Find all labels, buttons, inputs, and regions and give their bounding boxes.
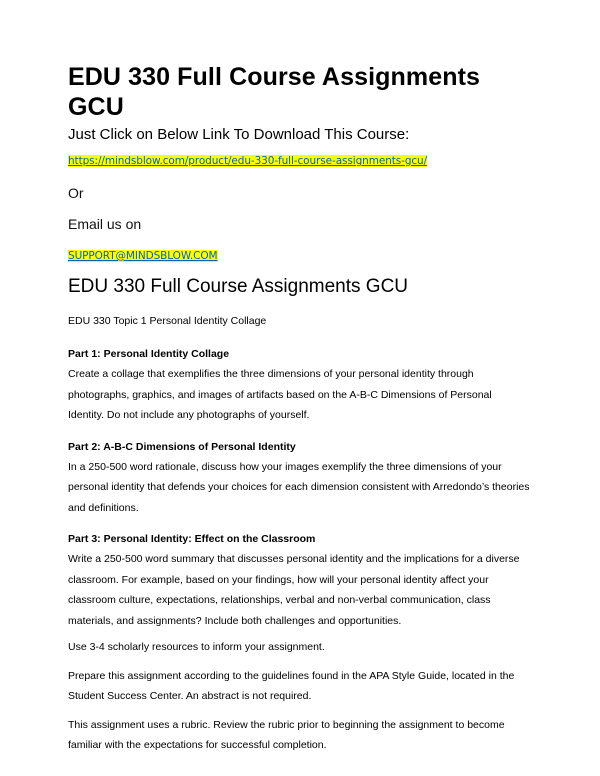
part-3-body — [68, 549, 538, 631]
document-page — [68, 62, 538, 756]
prepare-line: Prepare this assignment according to the guidelines found in the APA Style Guide, located in the — [68, 669, 515, 682]
part-1-line: Identity. Do not include any photographs of yourself. — [68, 409, 310, 421]
part-2-body — [68, 457, 538, 519]
or-separator: Or — [68, 185, 84, 201]
download-instruction: Just Click on Below Link To Download This Course: — [68, 126, 410, 143]
download-link-line — [68, 153, 538, 168]
rubric-paragraph — [68, 715, 538, 756]
part-1-body — [68, 364, 538, 426]
prepare-line: Student Success Center. An abstract is not required. — [68, 690, 312, 702]
part-2-line: In a 250-500 word rationale, discuss how your images exemplify the three dimensions of your — [68, 460, 502, 473]
part-1-line: photographs, graphics, and images of artifacts based on the A-B-C Dimensions of Personal — [68, 388, 492, 401]
part-2-line: personal identity that defends your choices for each dimension consistent with Arredondo’s theories — [68, 481, 530, 493]
resources-paragraph: Use 3-4 scholarly resources to inform your assignment. — [68, 641, 325, 653]
part-3-line: classroom. For example, based on your findings, how will your personal identity affect your — [68, 573, 489, 586]
prepare-paragraph — [68, 666, 538, 707]
part-2-line: and definitions. — [68, 501, 139, 514]
part-1-heading: Part 1: Personal Identity Collage — [68, 348, 230, 360]
download-link[interactable]: https://mindsblow.com/product/edu-330-full-course-assignments-gcu/ — [68, 155, 428, 167]
rubric-line: This assignment uses a rubric. Review the rubric prior to beginning the assignment to become — [68, 718, 505, 731]
part-3-line: materials, and assignments? Include both challenges and opportunities. — [68, 614, 402, 627]
rubric-line: familiar with the expectations for successful completion. — [68, 739, 327, 751]
email-label: Email us on — [68, 216, 142, 232]
part-3-heading: Part 3: Personal Identity: Effect on the Classroom — [68, 533, 316, 545]
part-2-heading: Part 2: A-B-C Dimensions of Personal Identity — [68, 440, 296, 453]
part-1-line: Create a collage that exemplifies the three dimensions of your personal identity through — [68, 368, 474, 380]
section-heading: EDU 330 Full Course Assignments GCU — [68, 276, 409, 297]
part-3-line: Write a 250-500 word summary that discusses personal identity and the implications for a diverse — [68, 553, 520, 565]
email-line — [68, 248, 538, 263]
page-title: EDU 330 Full Course Assignments GCU — [68, 63, 480, 121]
part-3-line: classroom culture, expectations, relationships, verbal and non-verbal communication, class — [68, 594, 491, 606]
support-email-link[interactable]: SUPPORT@MINDSBLOW.COM — [68, 250, 218, 262]
topic-line: EDU 330 Topic 1 Personal Identity Collage — [68, 315, 267, 327]
